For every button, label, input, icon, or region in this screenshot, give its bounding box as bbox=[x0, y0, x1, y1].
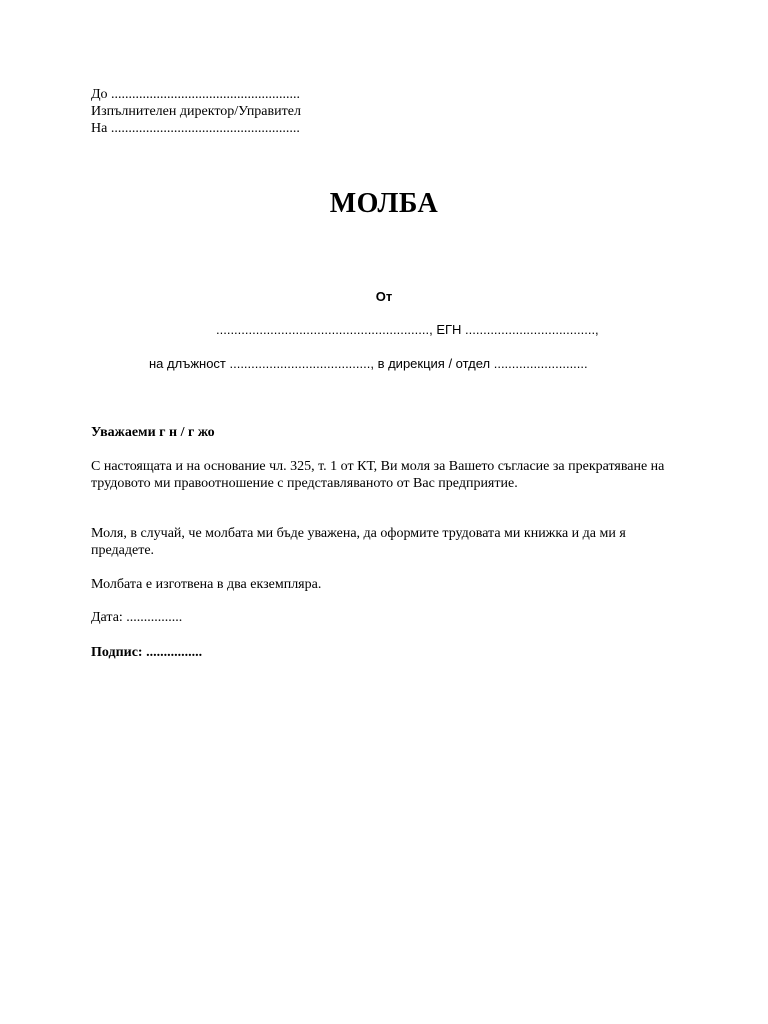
addressee-block bbox=[91, 86, 301, 137]
date-line: Дата: ................ bbox=[91, 610, 183, 625]
applicant-position-department-line: на длъжност ......................................., в дирекция / отдел .......................... bbox=[149, 356, 588, 371]
document-title: МОЛБА bbox=[329, 188, 439, 219]
addressee-of-line: На ...................................................... bbox=[91, 121, 300, 136]
addressee-to-line: До ...................................................... bbox=[91, 87, 301, 102]
from-label: От bbox=[375, 289, 393, 304]
copies-paragraph: Молбата е изготвена в два екземпляра. bbox=[91, 577, 322, 592]
applicant-name-egn-line: ..........................................................., ЕГН ...................................., bbox=[216, 322, 599, 337]
salutation: Уважаеми г н / г жо bbox=[91, 425, 215, 440]
addressee-position-line: Изпълнителен директор/Управител bbox=[91, 104, 301, 119]
request-paragraph: С настоящата и на основание чл. 325, т. 1 от КТ, Ви моля за Вашето съгласие за прекратяване на трудовото ми правоотношение с представляваното от Вас предприятие. bbox=[91, 459, 665, 491]
workbook-paragraph: Моля, в случай, че молбата ми бъде уважена, да оформите трудовата ми книжка и да ми я предадете. bbox=[91, 526, 626, 558]
signature-line: Подпис: ................ bbox=[91, 645, 203, 660]
